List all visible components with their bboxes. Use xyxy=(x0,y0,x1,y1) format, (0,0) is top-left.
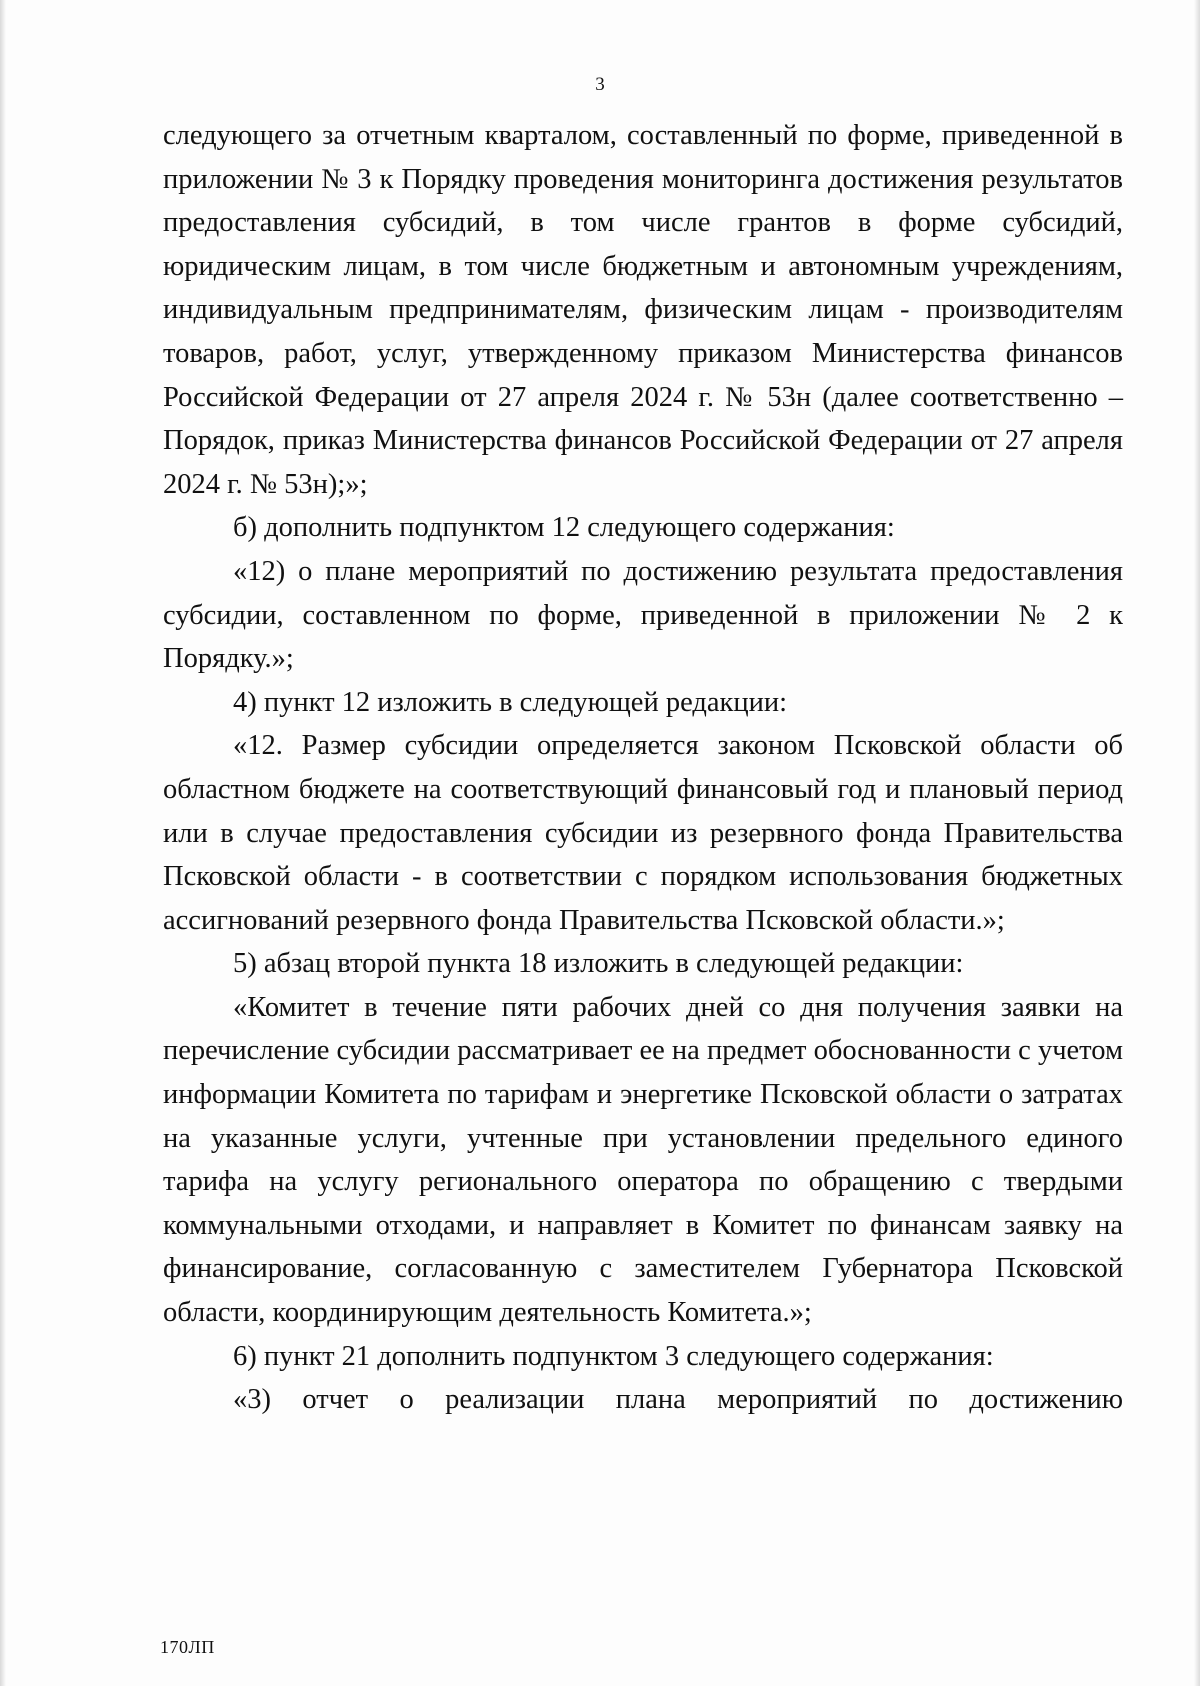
paragraph-subitem-b: б) дополнить подпунктом 12 следующего содержания: xyxy=(233,512,895,544)
paragraph-item-4: 4) пункт 12 изложить в следующей редакции: xyxy=(233,686,788,718)
footer-document-code: 170ЛП xyxy=(160,1637,215,1657)
scan-edge-left xyxy=(0,0,6,1686)
scan-edge-right xyxy=(1194,0,1200,1686)
paragraph-item-6: 6) пункт 21 дополнить подпунктом 3 следующего содержания: xyxy=(233,1340,994,1372)
paragraph-subitem-3: «3) отчет о реализации плана мероприятий по достижению xyxy=(233,1384,1123,1416)
paragraph-item-5: 5) абзац второй пункта 18 изложить в следующей редакции: xyxy=(233,948,964,980)
page-number: 3 xyxy=(595,74,605,95)
paragraph-committee: «Комитет в течение пяти рабочих дней со дня получения заявки на перечисление субсидии рассматривает ее на предмет обоснованности с учетом информации Комитета по тарифам и энергетике Псковской области о затратах на указанные услуги, учтенные при установлении предельного единого тарифа на услугу регионального оператора по обращению с твердыми коммунальными отходами, и направляет в Комитет по финансам заявку на финансирование, согласованную с заместителем Губернатора Псковской области, координирующим деятельность Комитета.»; xyxy=(163,991,1123,1329)
paragraph-continuation: следующего за отчетным кварталом, составленный по форме, приведенной в приложении № 3 к Порядку проведения мониторинга достижения результатов предоставления субсидий, в том числе грантов в форме субсидий, юридическим лицам, в том числе бюджетным и автономным учреждениям, индивидуальным предпринимателям, физическим лицам - производителям товаров, работ, услуг, утвержденному приказом Министерства финансов Российской Федерации от 27 апреля 2024 г. № 53н (далее соответственно – Порядок, приказ Министерства финансов Российской Федерации от 27 апреля 2024 г. № 53н);»; xyxy=(163,120,1123,500)
document-body xyxy=(163,114,1123,1422)
paragraph-subitem-12: «12) о плане мероприятий по достижению результата предоставления субсидии, составленном по форме, приведенной в приложении № 2 к Порядку.»; xyxy=(163,555,1123,675)
paragraph-point-12: «12. Размер субсидии определяется законом Псковской области об областном бюджете на соответствующий финансовый год и плановый период или в случае предоставления субсидии из резервного фонда Правительства Псковской области - в соответствии с порядком использования бюджетных ассигнований резервного фонда Правительства Псковской области.»; xyxy=(163,730,1123,936)
